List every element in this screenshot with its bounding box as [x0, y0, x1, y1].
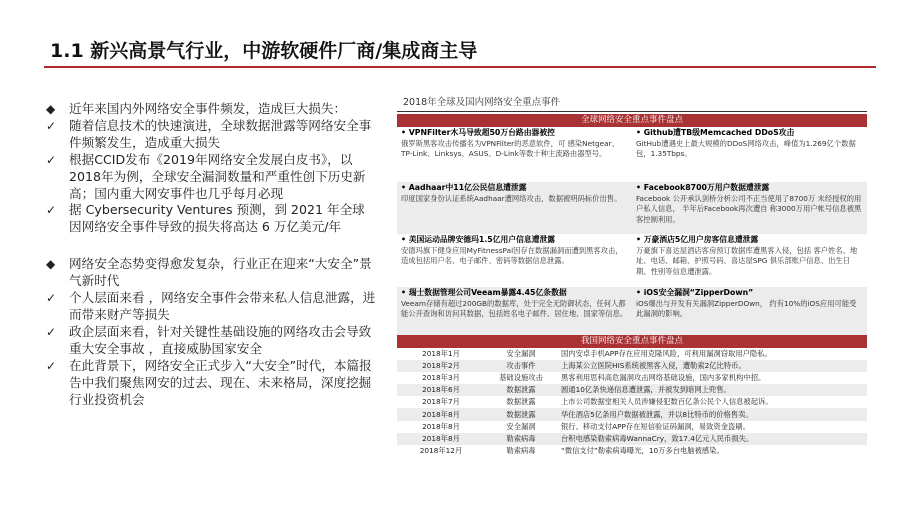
- bullet-item: [46, 256, 376, 290]
- event-description: 上海某公立医院HIS系统被黑客入侵，遭勒索2亿比特币。: [557, 360, 867, 372]
- diamond-bullet-icon: ◆: [46, 257, 56, 272]
- table-heading: 2018年全球及国内网络安全重点事件: [397, 96, 867, 112]
- event-description: “微信支付”勒索病毒曝光，10万多台电脑被感染。: [561, 445, 724, 455]
- event-type: 数据泄露: [506, 397, 536, 407]
- event-title: • Facebook8700万用户数据遭泄露: [636, 183, 770, 192]
- event-description: 台积电感染勒索病毒WannaCry，致17.4亿元人民币损失。: [557, 433, 867, 445]
- bullet-text: 随着信息技术的快速演进，全球数据泄露等网络安全事件频繁发生，造成重大损失: [69, 117, 372, 150]
- china-events-table: [397, 348, 867, 457]
- right-table-panel: [397, 96, 867, 457]
- event-date: 2018年12月: [419, 445, 463, 455]
- bullet-item: [46, 358, 376, 409]
- event-body: iOS爆出与开发有关漏洞ZipperDOwn， 约有10%的iOS应用可能受此漏洞的影响。: [636, 298, 857, 318]
- bullet-item: [46, 118, 376, 152]
- global-event-cell: [397, 287, 632, 335]
- table-row: [397, 348, 867, 360]
- check-bullet-icon: ✓: [46, 203, 57, 218]
- check-bullet-icon: ✓: [46, 291, 57, 306]
- global-event-cell: [632, 287, 867, 335]
- check-bullet-icon: ✓: [46, 152, 57, 167]
- page-title: 1.1 新兴高景气行业，中游软硬件厂商/集成商主导: [50, 40, 478, 62]
- diamond-bullet-icon: ◆: [46, 102, 56, 116]
- event-body: Veeam存储有超过200GB的数据库，处于完全无防御状态，任何人都能公开查询和访问其数据，包括姓名电子邮件、居住地、国家等信息。: [401, 298, 628, 318]
- event-date: 2018年1月: [422, 349, 460, 359]
- event-date: 2018年6月: [397, 384, 485, 396]
- global-events-header: 全球网络安全重点事件盘点: [397, 114, 867, 127]
- global-event-cell: [397, 182, 632, 234]
- event-body: Facebook 公开承认剑桥分析公司不正当使用了8700万 未经授权的用户私人信息， 半年后Facebook再次遭自 称3000万用户帐号信息被黑客控制利用。: [636, 193, 862, 224]
- event-title: • 美国运动品牌安德玛1.5亿用户信息遭泄露: [401, 235, 556, 244]
- event-date: 2018年8月: [397, 408, 485, 420]
- event-body: GitHub遭遇史上最大规模的DDoS网络攻击，峰值为1.269亿个数据包，1.35Tbps。: [636, 138, 856, 158]
- event-type: 数据泄露: [485, 384, 557, 396]
- table-row: [397, 433, 867, 445]
- event-description: 华住酒店5亿条用户数据被泄露，并以8比特币的价格售卖。: [557, 408, 867, 420]
- table-row: [397, 408, 867, 420]
- event-title: • VPNFilter木马导致超50万台路由器被控: [401, 128, 555, 137]
- bullet-text: 政企层面来看，针对关键性基础设施的网络攻击会导致重大安全事故 ，直接威胁国家安全: [69, 323, 372, 356]
- global-events-grid: [397, 127, 867, 335]
- global-event-cell: [397, 234, 632, 287]
- event-body: 安德玛旗下健身应用MyFitnessPal因存在数据漏洞而遭到黑客攻击，造成包括用户名、电子邮件、密码等数据信息泄露。: [401, 245, 623, 265]
- global-event-cell: [397, 127, 632, 182]
- block-gap: [46, 236, 376, 256]
- event-date: 2018年2月: [397, 360, 485, 372]
- event-type: 数据泄露: [485, 408, 557, 420]
- event-description: 圆通10亿条快递信息遭泄露，并被发到暗网上兜售。: [557, 384, 867, 396]
- title-divider: [44, 66, 876, 68]
- check-bullet-icon: ✓: [46, 358, 57, 373]
- event-date: 2018年8月: [397, 433, 485, 445]
- table-row: [397, 396, 867, 408]
- event-date: 2018年8月: [422, 421, 460, 431]
- table-row: [397, 360, 867, 372]
- bullet-text: 个人层面来看 ，网络安全事件会带来私人信息泄露，进而带来财产等损失: [69, 290, 376, 322]
- event-date: 2018年3月: [422, 373, 460, 383]
- event-type: 安全漏洞: [506, 421, 536, 431]
- event-title: • 万豪酒店5亿用户房客信息遭泄露: [636, 235, 759, 244]
- event-date: 2018年7月: [422, 397, 460, 407]
- bullet-text: 据 Cybersecurity Ventures 预测，到 2021 年全球因网络安全事件导致的损失将高达 6 万亿美元/年: [69, 202, 365, 235]
- bullet-item: [46, 101, 376, 118]
- event-description: 上市公司数据堂相关人员涉嫌侵犯数百亿条公民个人信息被起诉。: [561, 397, 773, 407]
- bullet-item: [46, 152, 376, 203]
- event-body: 印度国家身份认证系统Aadhaar遭网络攻击，数据被明码标价出售。: [401, 193, 622, 203]
- event-description: 银行、移动支付APP存在短信验证码漏洞，易致资金盗刷。: [561, 421, 750, 431]
- event-body: 俄罗斯黑客攻击传播名为VPNFilter的恶意软件，可 感染Netgear、TP-Link、Linksys、ASUS、D-Link等数十种主流路由器型号。: [401, 138, 619, 158]
- left-text-column: [46, 101, 376, 408]
- event-title: • iOS安全漏洞“ZipperDown”: [636, 288, 754, 297]
- table-row: [397, 445, 867, 457]
- event-title: • Github遭TB级Memcached DDoS攻击: [636, 128, 795, 137]
- table-row: [397, 372, 867, 384]
- event-type: 勒索病毒: [506, 445, 536, 455]
- table-row: [397, 384, 867, 396]
- bullet-item: [46, 202, 376, 236]
- global-event-cell: [632, 127, 867, 182]
- bullet-item: [46, 324, 376, 358]
- event-title: • 瑞士数据管理公司Veeam暴露4.45亿条数据: [401, 288, 567, 297]
- bullet-item: [46, 290, 376, 324]
- bullet-text: 根据CCID发布《2019年网络安全发展白皮书》，以2018年为例，全球安全漏洞数量和严重性创下历史新高；国内重大网安事件也几乎每月必现: [69, 151, 366, 201]
- bullet-text: 网络安全态势变得愈发复杂，行业正在迎来“大安全”景气新时代: [69, 256, 372, 289]
- event-description: 黑客利用思科高危漏洞攻击网络基础设施，国内多家机构中招。: [561, 373, 766, 383]
- bullet-text: 在此背景下，网络安全正式步入“大安全”时代，本篇报告中我们聚焦网安的过去、现在、未来格局，深度挖掘行业投资机会: [69, 357, 372, 407]
- china-events-header: 我国网络安全重点事件盘点: [397, 335, 867, 348]
- global-event-cell: [632, 182, 867, 234]
- event-body: 万豪旗下喜达屋酒店客房预订数据库遭黑客入侵，包括 客户姓名、地址、电话、邮箱、护照号码、喜达屋SPG 俱乐部账户信息、出生日期、性别等信息遭泄露。: [636, 245, 858, 276]
- bullet-text: 近年来国内外网络安全事件频发，造成巨大损失：: [69, 101, 347, 116]
- event-type: 勒索病毒: [485, 433, 557, 445]
- global-event-cell: [632, 234, 867, 287]
- table-row: [397, 421, 867, 433]
- check-bullet-icon: ✓: [46, 324, 57, 339]
- event-type: 基础设施攻击: [499, 373, 543, 383]
- event-description: 国内安卓手机APP存在应用克隆风险，可利用漏洞窃取用户隐私。: [561, 349, 772, 359]
- event-type: 安全漏洞: [506, 349, 536, 359]
- event-type: 攻击事件: [485, 360, 557, 372]
- event-title: • Aadhaar中11亿公民信息遭泄露: [401, 183, 527, 192]
- check-bullet-icon: ✓: [46, 118, 57, 133]
